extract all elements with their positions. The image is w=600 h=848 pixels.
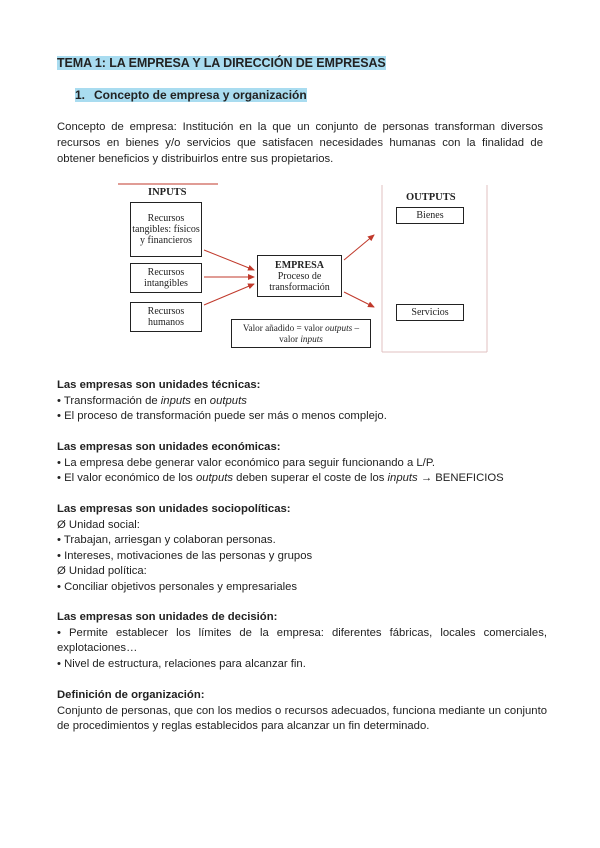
list-item: • La empresa debe generar valor económico para seguir funcionando a L/P. [57, 456, 436, 469]
section-heading: Las empresas son unidades económicas: [57, 441, 281, 453]
input-box-intangible: Recursos intangibles [130, 263, 202, 293]
list-item: • Intereses, motivaciones de las personas y grupos [57, 549, 313, 562]
subtitle-text: Concepto de empresa y organización [94, 88, 307, 102]
list-item: Ø Unidad política: [57, 565, 147, 577]
input-box-tangible: Recursos tangibles: físicos y financieros [130, 202, 202, 257]
arrow-input-3 [204, 284, 254, 305]
list-item: Ø Unidad social: [57, 518, 140, 531]
page-title: TEMA 1: LA EMPRESA Y LA DIRECCIÓN DE EMPRESAS [57, 56, 386, 70]
output-box-bienes: Bienes [396, 207, 464, 224]
arrow-output-1 [344, 235, 374, 260]
list-item: • Permite establecer los límites de la empresa: diferentes fábricas, locales comerciales, explotaciones… [57, 626, 547, 654]
section-economicas [57, 440, 547, 487]
subtitle-number: 1. [75, 88, 86, 102]
arrow-input-1 [204, 250, 254, 270]
list-item: • El valor económico de los outputs deben superar el coste de los inputs → BENEFICIOS [57, 472, 504, 484]
empresa-title: EMPRESA [275, 259, 324, 271]
definition-text: Conjunto de personas, que con los medios o recursos adecuados, funciona mediante un conjunto de procedimientos y reglas establecidos para alcanzar un fin determinado. [57, 704, 547, 732]
empresa-box [257, 255, 342, 297]
section-heading: Definición de organización: [57, 689, 205, 701]
list-item: • Transformación de inputs en outputs [57, 394, 247, 407]
section-sociopoliticas [57, 502, 547, 595]
empresa-diagram [112, 180, 492, 355]
arrow-output-2 [344, 292, 374, 307]
list-item: • Nivel de estructura, relaciones para alcanzar fin. [57, 657, 306, 670]
list-item: • Conciliar objetivos personales y empresariales [57, 580, 298, 593]
input-box-humanos: Recursos humanos [130, 302, 202, 332]
section-subtitle [75, 88, 307, 102]
intro-paragraph: Concepto de empresa: Institución en la que un conjunto de personas transforman diversos recursos en bienes y/o servicios que satisfacen necesidades humanas con la finalidad de obtener beneficios y distribuirlos entre sus propietarios. [57, 121, 543, 165]
section-heading: Las empresas son unidades de decisión: [57, 611, 278, 623]
section-decision [57, 610, 547, 672]
section-heading: Las empresas son unidades técnicas: [57, 379, 261, 391]
section-heading: Las empresas son unidades sociopolíticas: [57, 503, 291, 515]
section-organizacion [57, 688, 547, 735]
inputs-label: INPUTS [148, 187, 187, 198]
output-box-servicios: Servicios [396, 304, 464, 321]
empresa-text: Proceso de transformación [269, 270, 330, 293]
value-added-box: Valor añadido = valor outputs – valor inputs [231, 319, 371, 348]
list-item: • El proceso de transformación puede ser más o menos complejo. [57, 410, 387, 422]
section-tecnicas [57, 378, 547, 425]
list-item: • Trabajan, arriesgan y colaboran personas. [57, 534, 276, 546]
outputs-label: OUTPUTS [406, 192, 456, 203]
